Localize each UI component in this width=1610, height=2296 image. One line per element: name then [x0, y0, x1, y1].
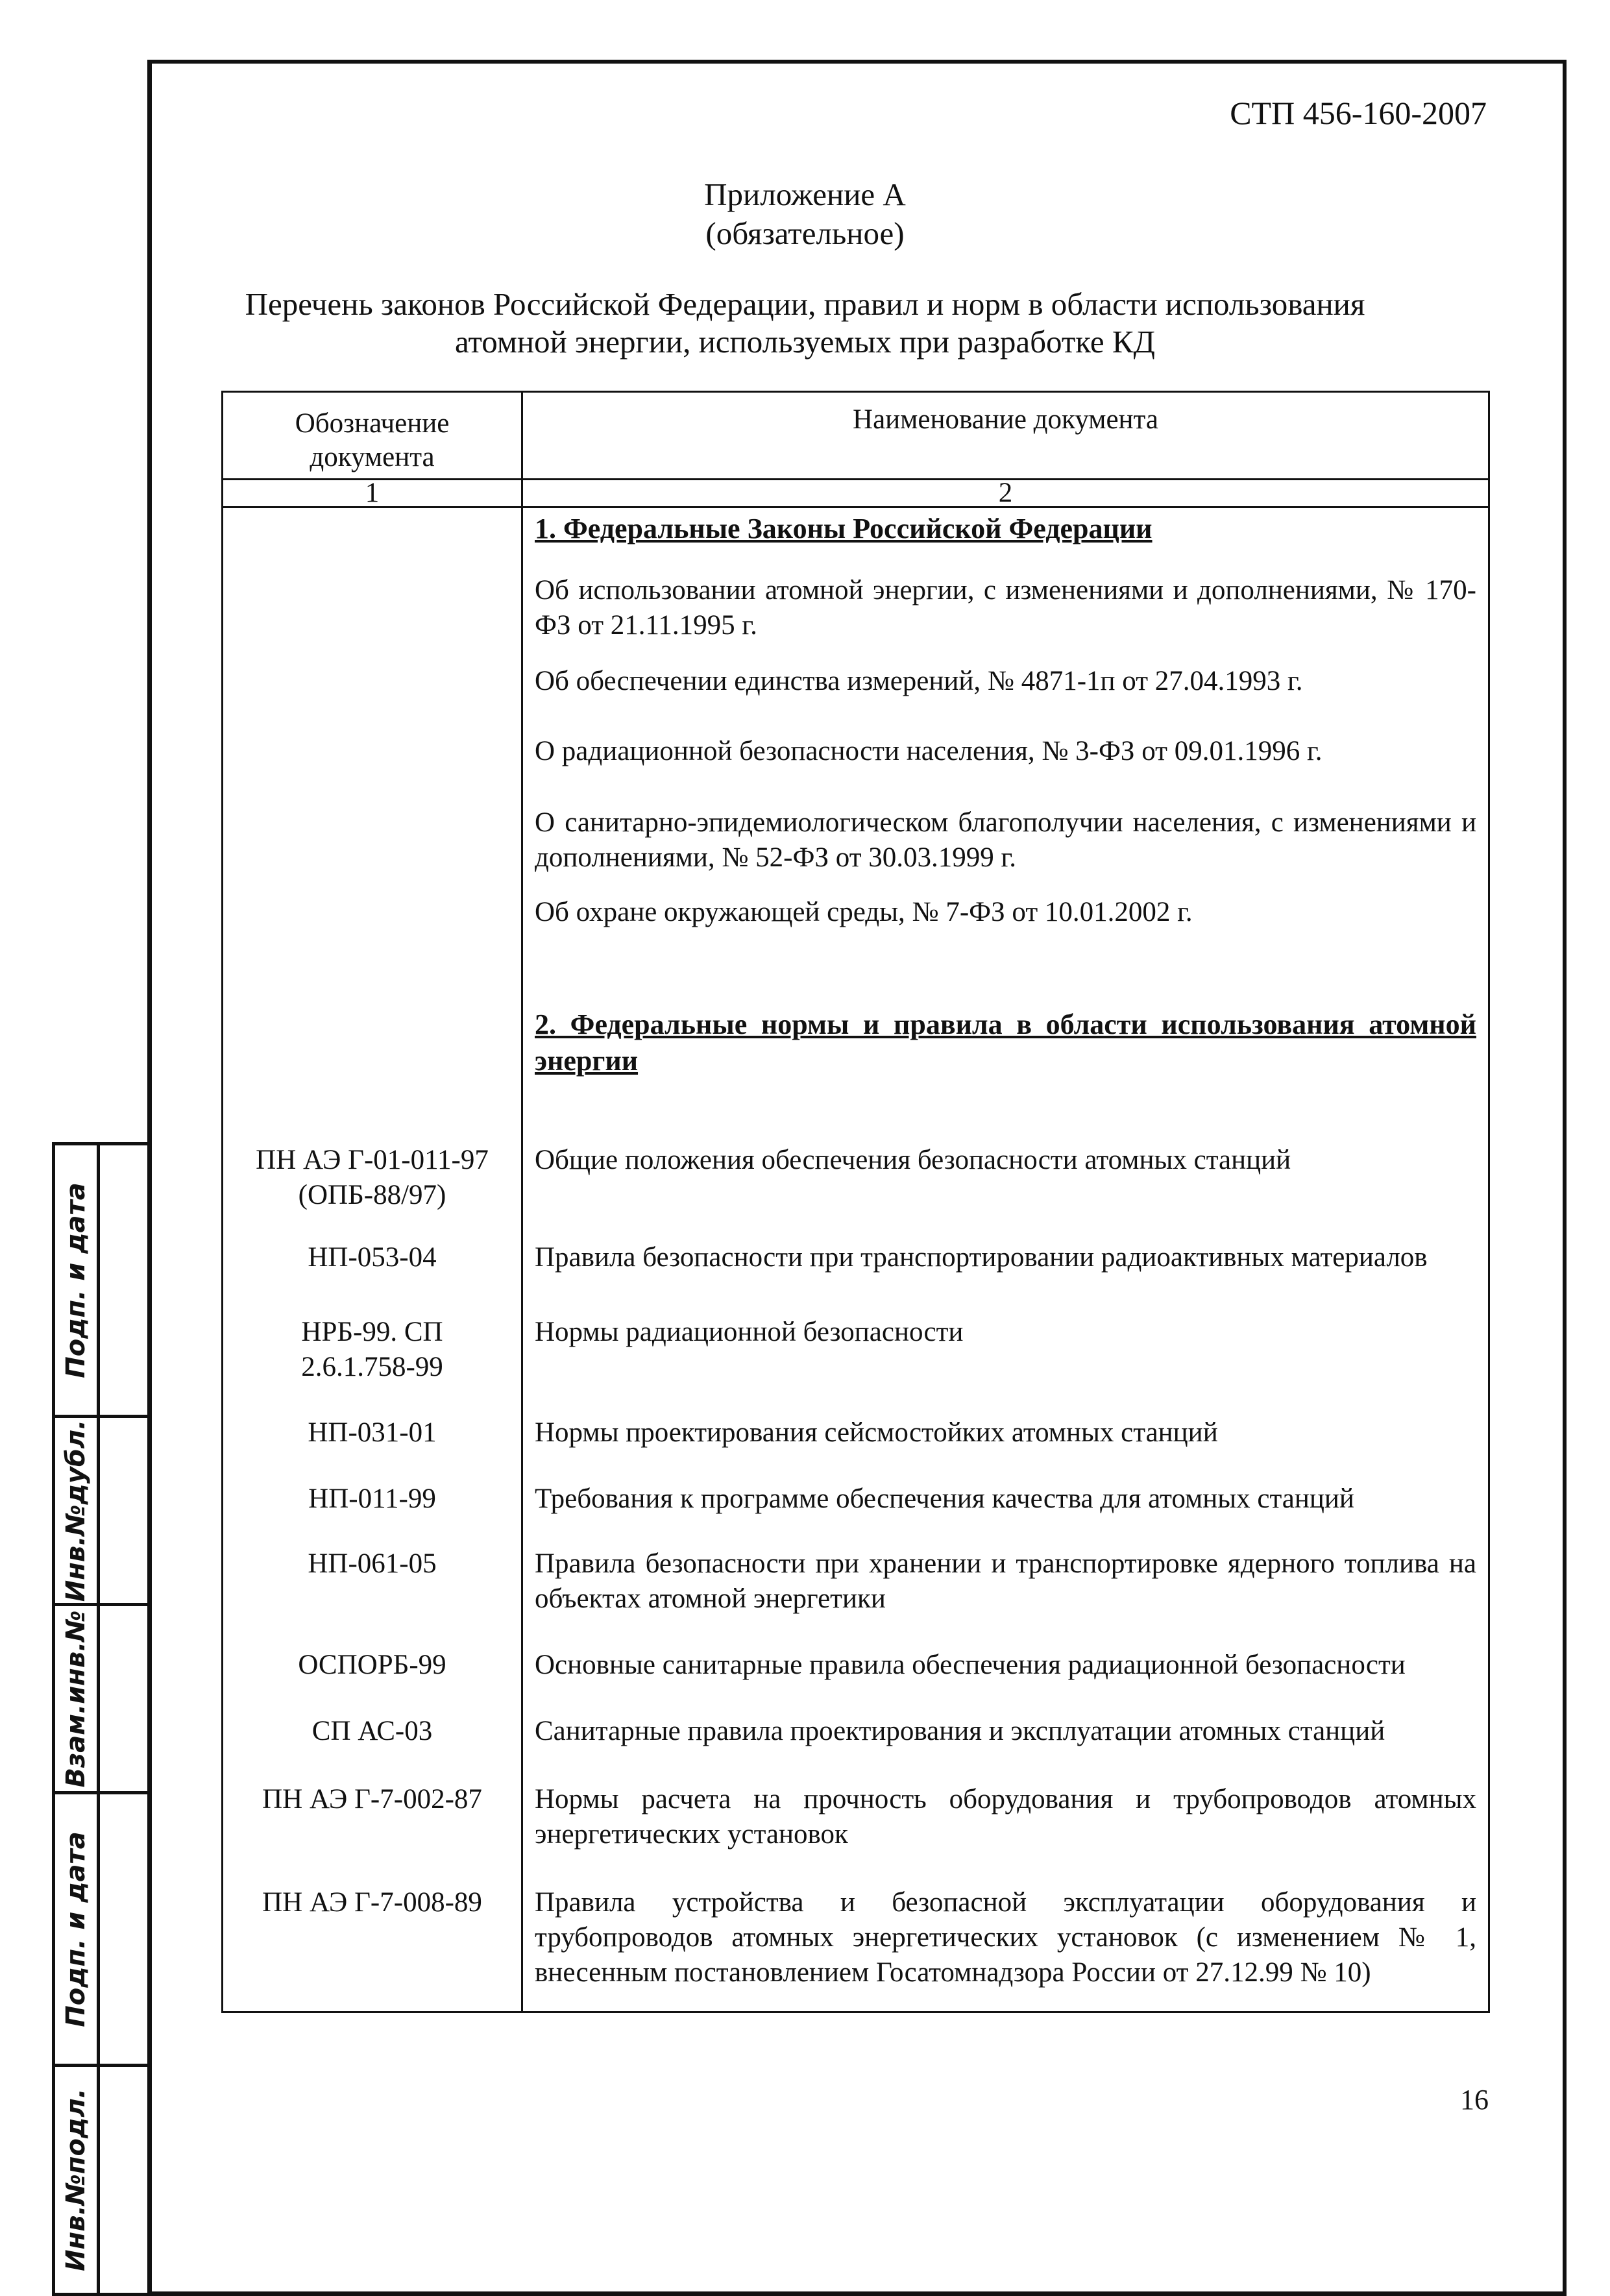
page-title: [0, 286, 1610, 361]
rule-name: Нормы расчета на прочность оборудования и трубопроводов атомных энергетических установок: [535, 1784, 1476, 1850]
appendix-heading: [0, 175, 1610, 253]
doc-code-cell: НП-011-99: [308, 1484, 436, 1514]
rule-name: Требования к программе обеспечения качества для атомных станций: [535, 1484, 1354, 1514]
doc-code-cell: ОСПОРБ-99: [298, 1650, 446, 1680]
appendix-subtitle: (обязательное): [705, 215, 905, 251]
list-item: [223, 1782, 521, 1817]
law-item: Об охране окружающей среды, № 7-ФЗ от 10.01.2002 г.: [535, 897, 1193, 927]
list-item: [223, 1714, 521, 1749]
rule-name: Санитарные правила проектирования и эксплуатации атомных станций: [535, 1716, 1385, 1746]
doc-code-cell: НП-061-05: [308, 1548, 437, 1579]
law-item: Об использовании атомной энергии, с изменениями и дополнениями, № 170-ФЗ от 21.11.1995 г.: [535, 575, 1476, 641]
list-item: [223, 1648, 521, 1683]
stamp-cell-replace-inv: [55, 1606, 97, 1794]
rule-name: Основные санитарные правила обеспечения радиационной безопасности: [535, 1650, 1406, 1680]
list-item: [249, 1315, 495, 1385]
col1-header: Обозначение документа: [223, 392, 522, 480]
stamp-blank: [97, 1606, 148, 1794]
rule-name: Правила безопасности при транспортировании радиоактивных материалов: [535, 1242, 1428, 1273]
title-line: Перечень законов Российской Федерации, правил и норм в области использования: [245, 286, 1365, 322]
law-item: О санитарно-эпидемиологическом благополучии населения, с изменениями и дополнениями, № 52-ФЗ от 30.03.1999 г.: [535, 807, 1476, 873]
doc-code-cell: ПН АЭ Г-01-011-97 (ОПБ-88/97): [256, 1145, 489, 1210]
rule-name: Общие положения обеспечения безопасности атомных станций: [535, 1145, 1291, 1175]
stamp-cell-sign-date-1: [55, 1145, 97, 1418]
table-number-row: [223, 480, 1489, 507]
stamp-cell-dup-inv: [55, 1418, 97, 1606]
doc-code-cell: ПН АЭ Г-7-002-87: [262, 1784, 482, 1814]
stamp-cell-orig-inv: [55, 2067, 97, 2293]
list-item: [223, 1240, 521, 1275]
codes-column: [223, 507, 522, 2012]
list-item: [223, 1143, 521, 1213]
names-column: [522, 507, 1489, 2012]
rule-name: Правила устройства и безопасной эксплуатации оборудования и трубопроводов атомных энергетических установок (с изменением № 1, внесенным постановлением Госатомнадзора России от 27.12.99 № 10): [535, 1887, 1476, 1988]
doc-code-cell: НРБ-99. СП 2.6.1.758-99: [301, 1317, 443, 1382]
appendix-title: Приложение А: [704, 177, 906, 212]
law-item: О радиационной безопасности населения, № 3-ФЗ от 09.01.1996 г.: [535, 736, 1323, 766]
section-heading: 2. Федеральные нормы и правила в области использования атомной энергии: [535, 1008, 1476, 1077]
stamp-label: Подп. и дата: [61, 1182, 91, 1378]
stamp-blank: [97, 1794, 148, 2067]
col1-number: 1: [223, 480, 522, 507]
stamp-label: Инв.№подл.: [61, 2088, 91, 2271]
margin-stamp: [52, 1142, 151, 2296]
section-heading: 1. Федеральные Законы Российской Федерации: [535, 513, 1153, 544]
stamp-label: Взам.инв.№: [61, 1610, 91, 1787]
list-item: [223, 1885, 521, 1920]
rule-name: Нормы проектирования сейсмостойких атомных станций: [535, 1417, 1218, 1448]
list-item: [223, 1546, 521, 1582]
col2-number: 2: [522, 480, 1489, 507]
rule-name: Нормы радиационной безопасности: [535, 1317, 964, 1347]
rule-name: Правила безопасности при хранении и транспортировке ядерного топлива на объектах атомной энергетики: [535, 1548, 1476, 1614]
doc-code-cell: ПН АЭ Г-7-008-89: [262, 1887, 482, 1918]
doc-code-cell: НП-031-01: [308, 1417, 437, 1448]
stamp-blank: [97, 1418, 148, 1606]
page-number: 16: [1460, 2084, 1489, 2116]
doc-code-cell: СП АС-03: [311, 1716, 433, 1746]
table-header-row: [223, 392, 1489, 480]
documents-table: [221, 391, 1490, 2013]
stamp-label: Инв.№дубл.: [61, 1419, 91, 1602]
doc-code-cell: НП-053-04: [308, 1242, 437, 1273]
stamp-cell-sign-date-2: [55, 1794, 97, 2067]
document-code: СТП 456-160-2007: [1230, 95, 1487, 131]
table-body-row: [223, 507, 1489, 2012]
list-item: [223, 1482, 521, 1517]
law-item: Об обеспечении единства измерений, № 4871-1п от 27.04.1993 г.: [535, 666, 1303, 696]
stamp-label: Подп. и дата: [61, 1831, 91, 2027]
list-item: [223, 1415, 521, 1450]
col2-header: Наименование документа: [522, 392, 1489, 480]
title-line: атомной энергии, используемых при разработке КД: [455, 324, 1155, 360]
stamp-blank: [97, 1145, 148, 1418]
